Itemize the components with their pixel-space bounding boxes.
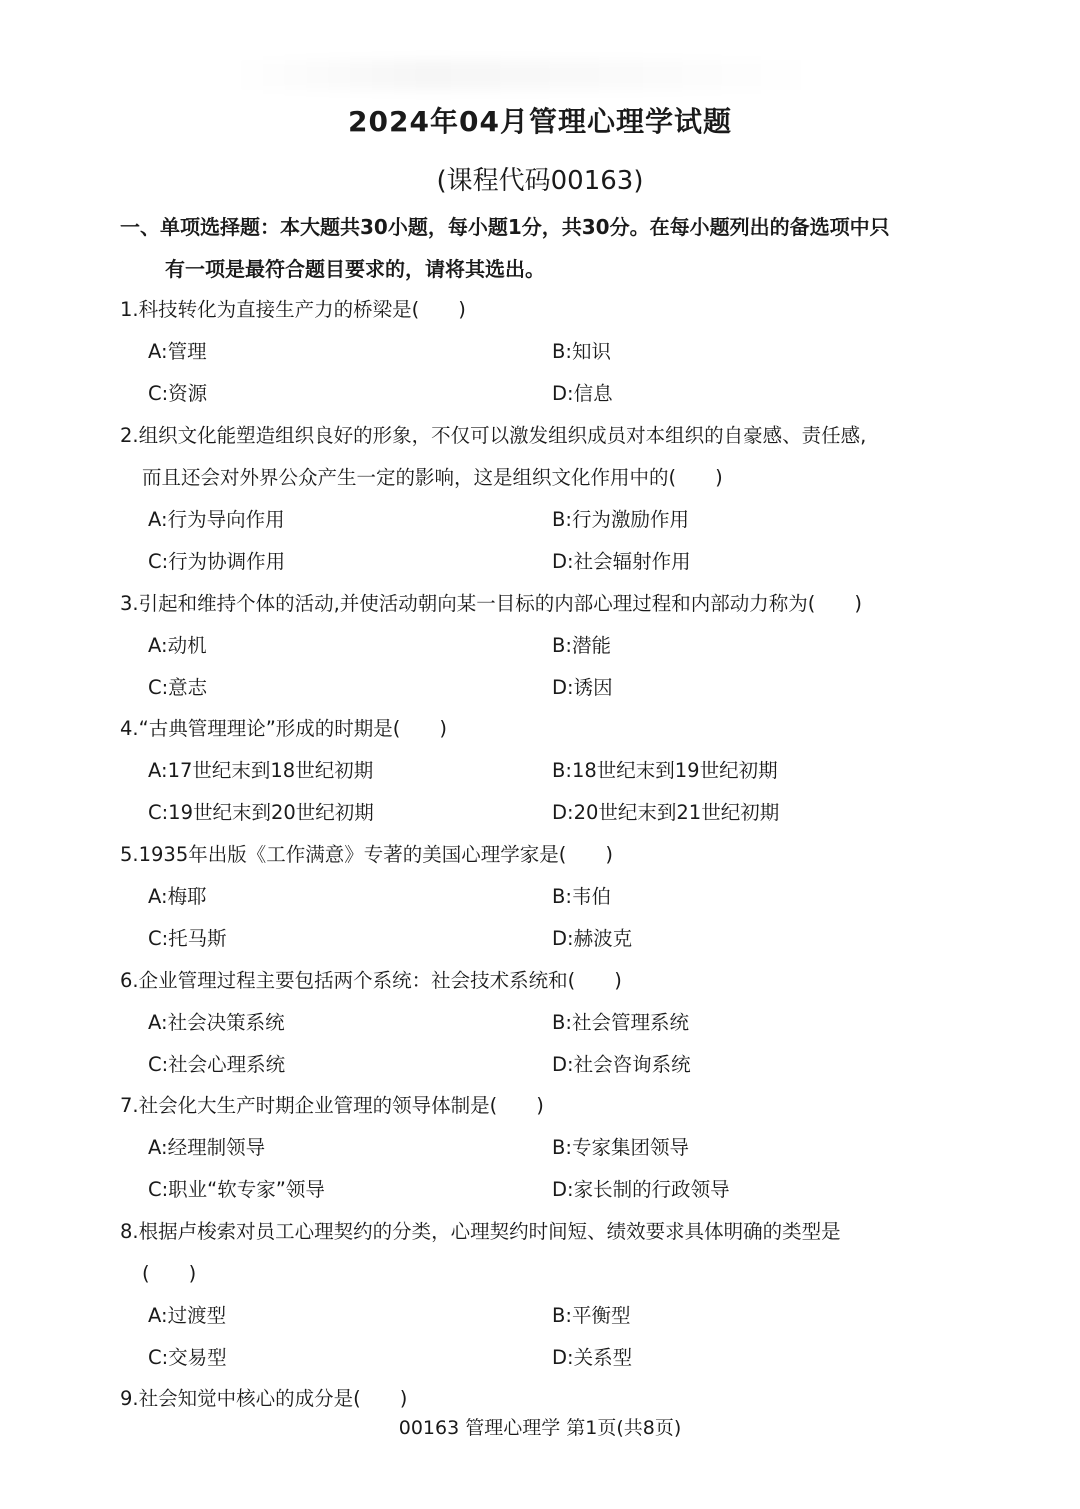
question-2-option-b: B:行为激励作用 bbox=[552, 508, 689, 531]
question-7-option-c: C:职业“软专家”领导 bbox=[148, 1178, 325, 1201]
question-8-stem bbox=[120, 1211, 970, 1295]
question-8-stem-line2: ( ) bbox=[142, 1262, 197, 1285]
question-2-option-d: D:社会辐射作用 bbox=[552, 550, 691, 573]
question-8-option-b: B:平衡型 bbox=[552, 1304, 631, 1327]
question-6-option-c: C:社会心理系统 bbox=[148, 1053, 286, 1076]
scan-smudge bbox=[230, 60, 820, 90]
question-5-stem: 5.1935年出版《工作满意》专著的美国心理学家是( ) bbox=[120, 843, 613, 866]
question-7-stem: 7.社会化大生产时期企业管理的领导体制是( ) bbox=[120, 1094, 544, 1117]
question-7-option-b: B:专家集团领导 bbox=[552, 1136, 689, 1159]
section-heading bbox=[120, 206, 980, 290]
question-5-option-d: D:赫波克 bbox=[552, 927, 633, 950]
question-8-option-a: A:过渡型 bbox=[148, 1304, 227, 1327]
question-8-stem-line1: 8.根据卢梭索对员工心理契约的分类，心理契约时间短、绩效要求具体明确的类型是 bbox=[120, 1220, 841, 1243]
question-1-option-b: B:知识 bbox=[552, 340, 611, 363]
question-8-option-c: C:交易型 bbox=[148, 1346, 227, 1369]
question-2-option-c: C:行为协调作用 bbox=[148, 550, 286, 573]
page-footer: 00163 管理心理学 第1页(共8页) bbox=[398, 1417, 682, 1439]
question-3-option-d: D:诱因 bbox=[552, 676, 613, 699]
question-7-option-a: A:经理制领导 bbox=[148, 1136, 266, 1159]
question-4-option-d: D:20世纪末到21世纪初期 bbox=[552, 801, 780, 824]
question-4-option-a: A:17世纪末到18世纪初期 bbox=[148, 759, 374, 782]
question-3-option-a: A:动机 bbox=[148, 634, 207, 657]
question-4-option-c: C:19世纪末到20世纪初期 bbox=[148, 801, 374, 824]
question-6-stem: 6.企业管理过程主要包括两个系统：社会技术系统和( ) bbox=[120, 969, 622, 992]
question-5-option-c: C:托马斯 bbox=[148, 927, 227, 950]
question-2-stem-line2: 而且还会对外界公众产生一定的影响，这是组织文化作用中的( ) bbox=[142, 466, 723, 489]
question-6-option-b: B:社会管理系统 bbox=[552, 1011, 689, 1034]
question-8-option-d: D:关系型 bbox=[552, 1346, 633, 1369]
course-code: (课程代码00163) bbox=[436, 166, 644, 196]
question-6-option-d: D:社会咨询系统 bbox=[552, 1053, 691, 1076]
question-5-option-a: A:梅耶 bbox=[148, 885, 207, 908]
question-2-option-a: A:行为导向作用 bbox=[148, 508, 285, 531]
question-1-option-c: C:资源 bbox=[148, 382, 208, 405]
question-3-option-c: C:意志 bbox=[148, 676, 208, 699]
question-1-option-a: A:管理 bbox=[148, 340, 207, 363]
question-4-option-b: B:18世纪末到19世纪初期 bbox=[552, 759, 778, 782]
section-heading-line1: 一、单项选择题：本大题共30小题，每小题1分，共30分。在每小题列出的备选项中只 bbox=[120, 215, 890, 239]
question-2-stem-line1: 2.组织文化能塑造组织良好的形象，不仅可以激发组织成员对本组织的自豪感、责任感, bbox=[120, 424, 867, 447]
question-1-stem: 1.科技转化为直接生产力的桥梁是( ) bbox=[120, 298, 466, 321]
question-9-stem: 9.社会知觉中核心的成分是( ) bbox=[120, 1387, 408, 1410]
question-7-option-d: D:家长制的行政领导 bbox=[552, 1178, 730, 1201]
question-3-option-b: B:潜能 bbox=[552, 634, 611, 657]
question-2-stem bbox=[120, 415, 970, 499]
page-title: 2024年04月管理心理学试题 bbox=[348, 105, 732, 138]
question-1-option-d: D:信息 bbox=[552, 382, 613, 405]
question-6-option-a: A:社会决策系统 bbox=[148, 1011, 285, 1034]
question-3-stem: 3.引起和维持个体的活动,并使活动朝向某一目标的内部心理过程和内部动力称为( ) bbox=[120, 592, 863, 615]
question-5-option-b: B:韦伯 bbox=[552, 885, 611, 908]
question-4-stem: 4.“古典管理理论”形成的时期是( ) bbox=[120, 717, 448, 740]
section-heading-line2: 有一项是最符合题目要求的，请将其选出。 bbox=[165, 257, 545, 281]
